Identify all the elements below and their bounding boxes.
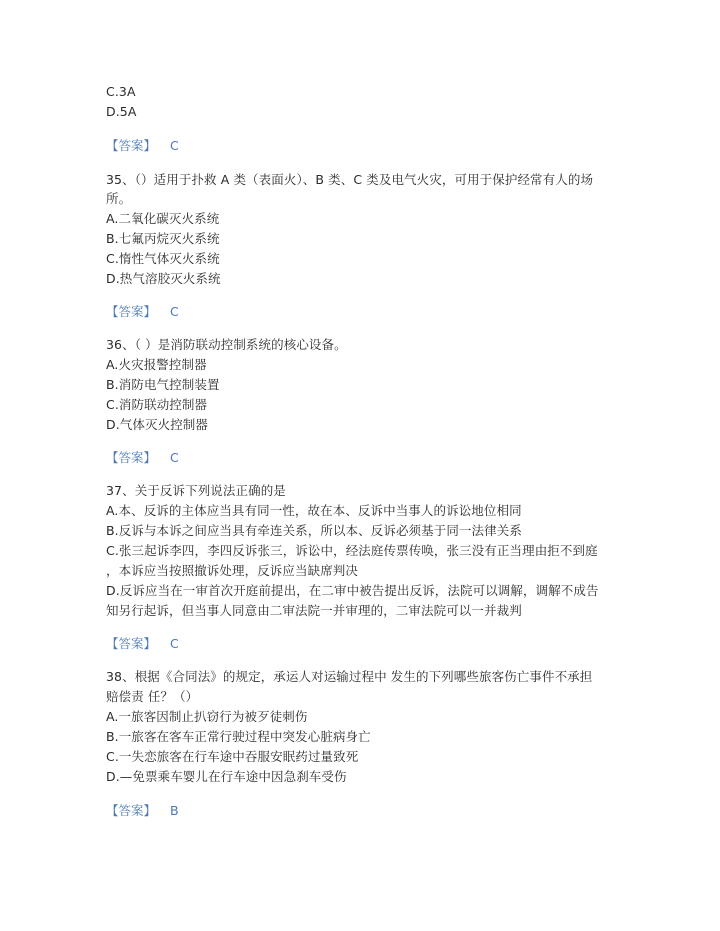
q35-stem-line1: 35、（）适用于扑救 A 类（表面火）、B 类、C 类及电气火灾，可用于保护经常有人的场 [106,172,594,187]
q35-option-a: A.二氧化碳灭火系统 [106,211,220,226]
q36-stem: 36、（ ）是消防联动控制系统的核心设备。 [106,337,347,352]
q37-stem: 37、关于反诉下列说法正确的是 [106,483,286,498]
q37-answer [106,634,179,654]
q35-option-c: C.惰性气体灭火系统 [106,251,220,266]
q36-option-b: B.消防电气控制装置 [106,377,220,392]
q38-stem-line1: 38、根据《合同法》的规定，承运人对运输过程中 发生的下列哪些旅客伤亡事件不承担 [106,669,593,684]
q36-option-d: D.气体灭火控制器 [106,417,208,432]
q34-option-d: D.5A [106,104,137,119]
answer-value: C [170,304,179,319]
q35-option-d: D.热气溶胶灭火系统 [106,271,221,286]
q34-answer [106,136,179,156]
q35-answer [106,302,179,322]
answer-value: C [170,450,179,465]
q37-option-a: A.本、反诉的主体应当具有同一性，故在本、反诉中当事人的诉讼地位相同 [106,503,522,518]
q35-option-b: B.七氟丙烷灭火系统 [106,231,220,246]
q38-option-a: A.一旅客因制止扒窃行为被歹徒刺伤 [106,709,308,724]
q37-option-d-line2: 知另行起诉，但当事人同意由二审法院一并审理的，二审法院可以一并裁判 [106,603,522,618]
q36-option-a: A.火灾报警控制器 [106,357,207,372]
q38-stem-line2: 赔偿责 任？（） [106,689,199,704]
q37-option-b: B.反诉与本诉之间应当具有牵连关系，所以本、反诉必须基于同一法律关系 [106,523,522,538]
answer-label: 【答案】 [106,636,157,651]
q38-option-b: B.一旅客在客车正常行驶过程中突发心脏病身亡 [106,729,371,744]
answer-value: C [170,138,179,153]
q37-option-d-line1: D.反诉应当在一审首次开庭前提出，在二审中被告提出反诉，法院可以调解，调解不成告 [106,583,599,598]
answer-label: 【答案】 [106,304,157,319]
q38-answer [106,801,179,821]
answer-value: C [170,636,179,651]
q35-stem-line2: 所。 [106,191,132,206]
q36-answer [106,448,179,468]
q36-option-c: C.消防联动控制器 [106,397,208,412]
answer-label: 【答案】 [106,450,157,465]
answer-label: 【答案】 [106,803,157,818]
answer-value: B [170,803,179,818]
q34-option-c: C.3A [106,84,136,99]
q38-option-d: D.—免票乘车婴儿在行车途中因急刹车受伤 [106,769,347,784]
answer-label: 【答案】 [106,138,157,153]
q37-option-c-line2: ，本诉应当按照撤诉处理，反诉应当缺席判决 [106,563,359,578]
q37-option-c-line1: C.张三起诉李四，李四反诉张三，诉讼中，经法庭传票传唤，张三没有正当理由拒不到庭 [106,543,598,558]
q38-option-c: C.一失恋旅客在行车途中吞服安眠药过量致死 [106,749,359,764]
